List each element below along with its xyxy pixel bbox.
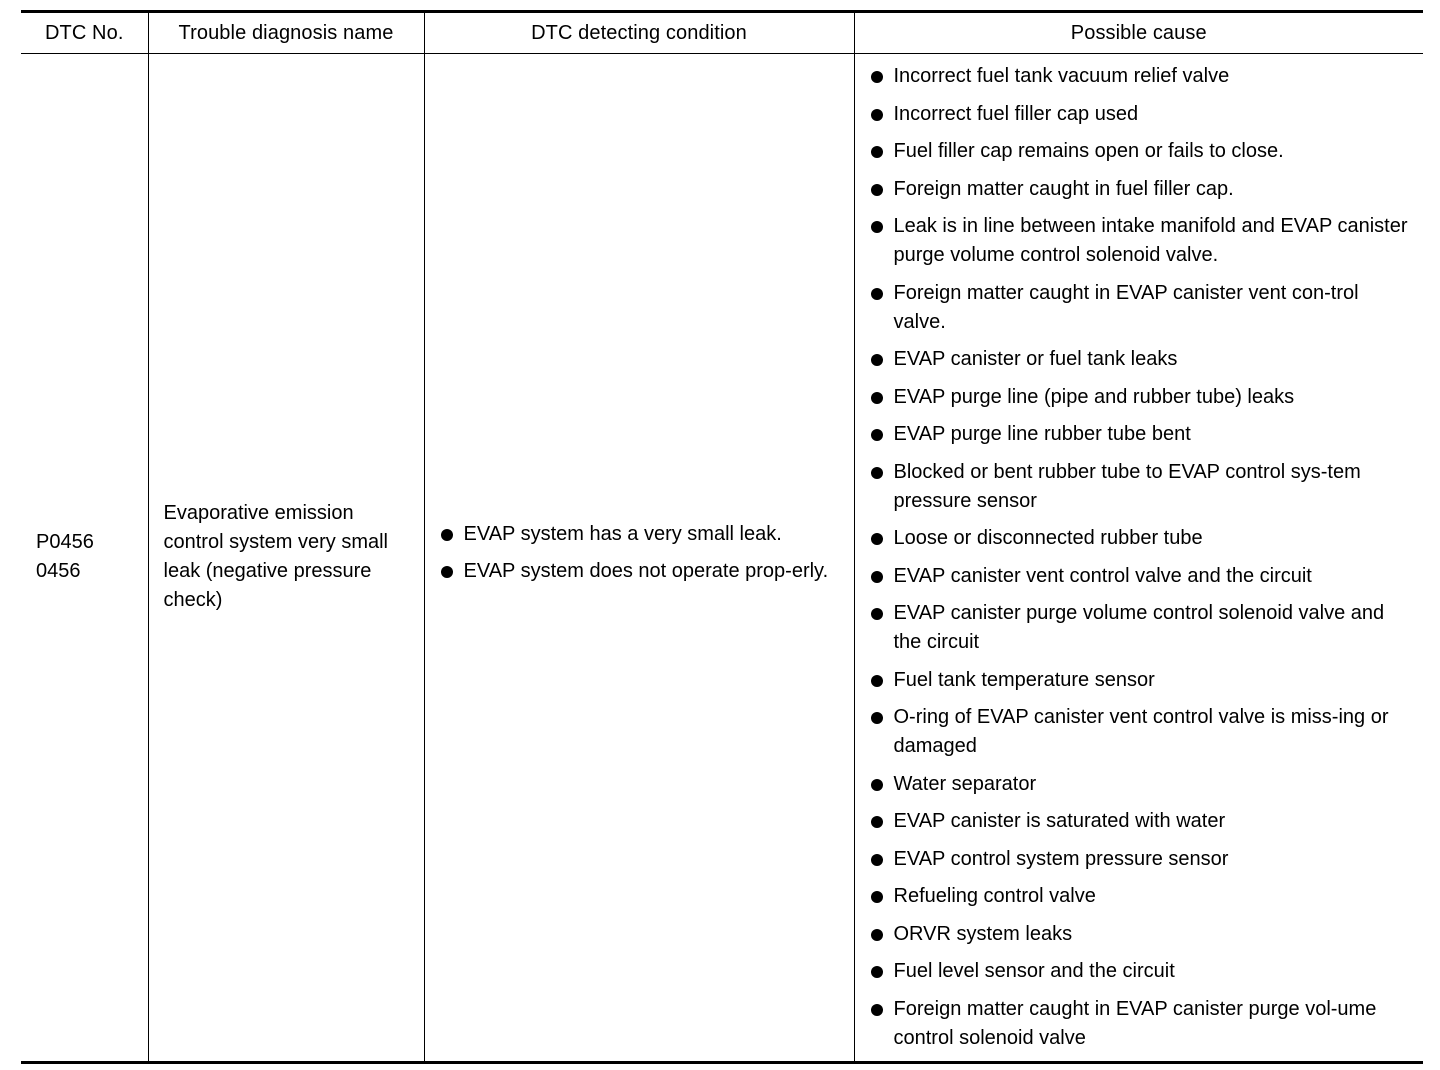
cause-item-text: EVAP canister purge volume control solenoid valve and the circuit (893, 602, 1385, 653)
bullet-icon (871, 712, 883, 724)
diagnosis-name: Evaporative emission control system very small leak (negative pressure check) (163, 502, 388, 612)
dtc-code-cell (21, 54, 148, 1063)
cause-item (869, 666, 1416, 695)
cause-item-text: ORVR system leaks (893, 922, 1073, 945)
cause-item (869, 100, 1416, 129)
cause-item-text: Foreign matter caught in EVAP canister purge vol-ume control solenoid valve (893, 997, 1377, 1049)
cause-item (869, 383, 1416, 412)
cause-item (869, 524, 1416, 553)
bullet-icon (871, 779, 883, 791)
bullet-icon (871, 1004, 883, 1016)
cause-item (869, 957, 1416, 986)
cause-item (869, 420, 1416, 449)
dtc-code-primary: P0456 (36, 531, 94, 554)
cause-item-text: EVAP purge line rubber tube bent (893, 423, 1191, 445)
cause-item-text: Foreign matter caught in fuel filler cap. (893, 177, 1234, 200)
cause-item (869, 562, 1416, 591)
cause-item (869, 882, 1416, 911)
cause-item-text: Water separator (893, 772, 1037, 795)
condition-item (439, 557, 848, 586)
bullet-icon (871, 816, 883, 828)
bullet-icon (871, 392, 883, 404)
cause-item-text: Blocked or bent rubber tube to EVAP control sys-tem pressure sensor (893, 460, 1361, 512)
bullet-icon (871, 71, 883, 83)
condition-item-text: EVAP system has a very small leak. (463, 523, 782, 546)
bullet-icon (441, 566, 453, 578)
cause-item-text: Fuel level sensor and the circuit (893, 960, 1175, 982)
cause-item (869, 845, 1416, 874)
bullet-icon (871, 966, 883, 978)
cause-item (869, 770, 1416, 799)
header-trouble-diagnosis-name: Trouble diagnosis name (148, 12, 424, 54)
bullet-icon (871, 891, 883, 903)
bullet-icon (871, 533, 883, 545)
detecting-condition-cell (424, 54, 854, 1063)
possible-cause-cell (854, 54, 1423, 1063)
cause-item-text: EVAP purge line (pipe and rubber tube) leaks (893, 385, 1295, 408)
dtc-table (21, 10, 1423, 1064)
cause-item-text: EVAP canister vent control valve and the circuit (893, 564, 1312, 587)
bullet-icon (871, 675, 883, 687)
cause-item (869, 995, 1416, 1053)
cause-item-text: Refueling control valve (893, 885, 1096, 907)
cause-item-text: Fuel tank temperature sensor (893, 668, 1155, 691)
dtc-table-container (21, 10, 1423, 1060)
bullet-icon (871, 354, 883, 366)
cause-item-text: Incorrect fuel tank vacuum relief valve (893, 65, 1230, 87)
cause-item-text: Loose or disconnected rubber tube (893, 527, 1203, 549)
cause-item-text: Incorrect fuel filler cap used (893, 102, 1139, 125)
table-row (21, 54, 1423, 1063)
bullet-icon (441, 529, 453, 541)
table-header-row (21, 12, 1423, 54)
bullet-icon (871, 571, 883, 583)
cause-item (869, 345, 1416, 374)
cause-item (869, 920, 1416, 949)
cause-item (869, 137, 1416, 166)
cause-item-text: EVAP control system pressure sensor (893, 847, 1229, 870)
cause-item (869, 599, 1416, 657)
bullet-icon (871, 221, 883, 233)
bullet-icon (871, 184, 883, 196)
cause-item (869, 458, 1416, 516)
bullet-icon (871, 288, 883, 300)
cause-item-text: Leak is in line between intake manifold and EVAP canister purge volume control solenoid valve. (893, 215, 1408, 266)
cause-item (869, 703, 1416, 761)
cause-item-text: Fuel filler cap remains open or fails to close. (893, 140, 1284, 162)
bullet-icon (871, 929, 883, 941)
cause-item (869, 175, 1416, 204)
cause-item (869, 279, 1416, 337)
bullet-icon (871, 429, 883, 441)
condition-item (439, 520, 848, 549)
dtc-code-secondary: 0456 (36, 560, 81, 583)
cause-item-text: Foreign matter caught in EVAP canister vent con-trol valve. (893, 281, 1359, 333)
condition-list (439, 520, 848, 586)
cause-item (869, 212, 1416, 270)
cause-item-text: EVAP canister is saturated with water (893, 810, 1226, 832)
cause-list (869, 62, 1416, 1053)
cause-item (869, 807, 1416, 836)
bullet-icon (871, 854, 883, 866)
condition-item-text: EVAP system does not operate prop-erly. (463, 560, 829, 583)
bullet-icon (871, 146, 883, 158)
bullet-icon (871, 608, 883, 620)
bullet-icon (871, 467, 883, 479)
bullet-icon (871, 109, 883, 121)
diagnosis-name-cell (148, 54, 424, 1063)
cause-item-text: EVAP canister or fuel tank leaks (893, 348, 1178, 370)
cause-item-text: O-ring of EVAP canister vent control valve is miss-ing or damaged (893, 706, 1389, 757)
header-possible-cause: Possible cause (854, 12, 1423, 54)
header-dtc-no: DTC No. (21, 12, 148, 54)
cause-item (869, 62, 1416, 91)
header-dtc-detecting-condition: DTC detecting condition (424, 12, 854, 54)
